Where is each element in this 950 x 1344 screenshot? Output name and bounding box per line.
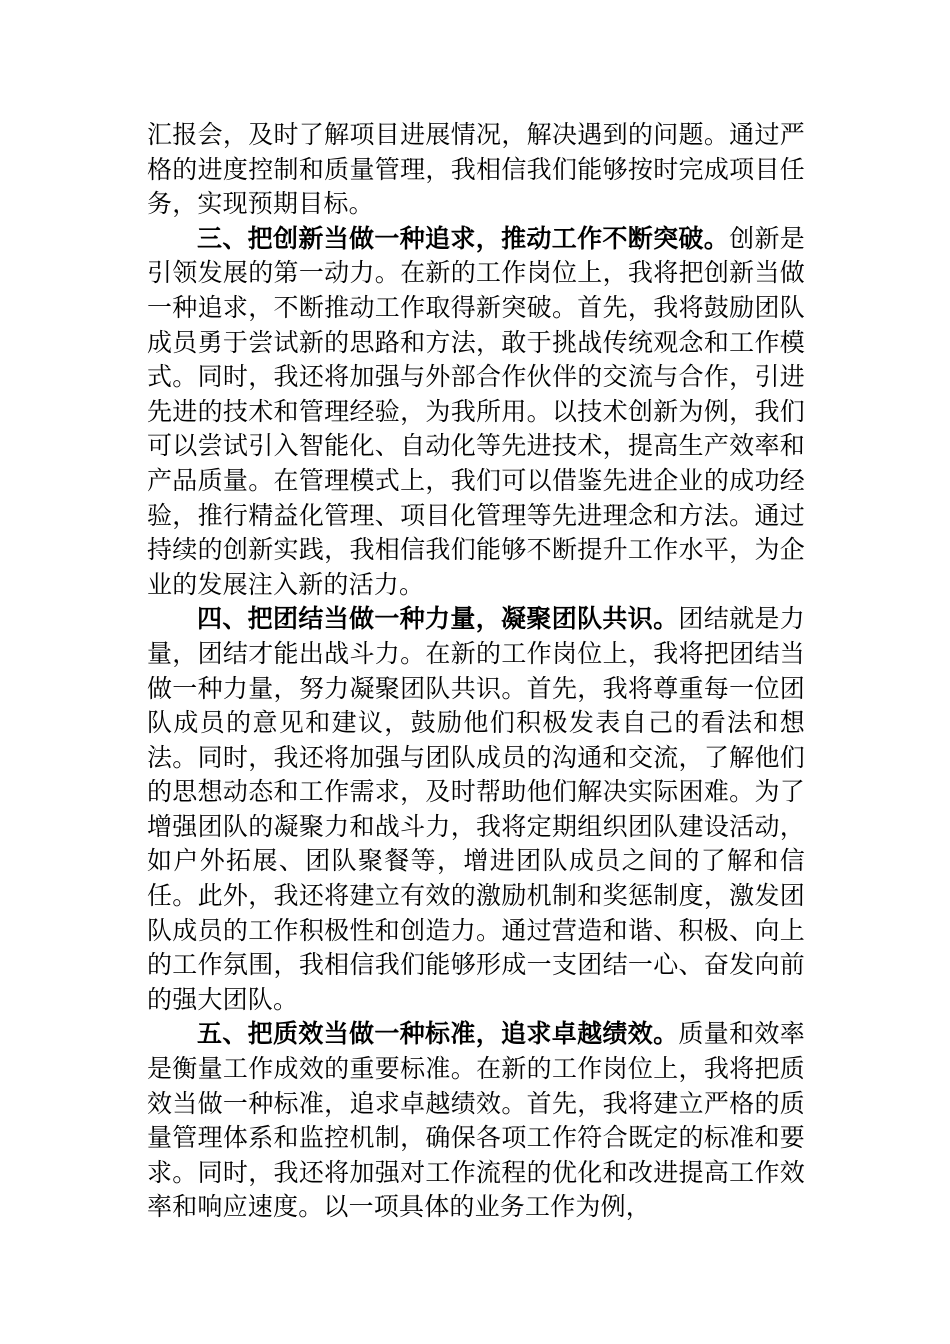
section-heading: 五、把质效当做一种标准，追求卓越绩效。 xyxy=(197,1019,679,1049)
paragraph-body: 团结就是力量，团结才能出战斗力。在新的工作岗位上，我将把团结当做一种力量，努力凝聚团队共识。首先，我将尊重每一位团队成员的意见和建议，鼓励他们积极发表自己的看法和想法。同时，我还将加强与团队成员的沟通和交流，了解他们的思想动态和工作需求，及时帮助他们解决实际困难。为了增强团队的凝聚力和战斗力，我将定期组织团队建设活动，如户外拓展、团队聚餐等，增进团队成员之间的了解和信任。此外，我还将建立有效的激励机制和奖惩制度，激发团队成员的工作积极性和创造力。通过营造和谐、积极、向上的工作氛围，我相信我们能够形成一支团结一心、奋发向前的强大团队。 xyxy=(147,604,805,1014)
paragraph-section-3 xyxy=(147,222,805,603)
paragraph-body: 创新是引领发展的第一动力。在新的工作岗位上，我将把创新当做一种追求，不断推动工作取得新突破。首先，我将鼓励团队成员勇于尝试新的思路和方法，敢于挑战传统观念和工作模式。同时，我还将加强与外部合作伙伴的交流与合作，引进先进的技术和管理经验，为我所用。以技术创新为例，我们可以尝试引入智能化、自动化等先进技术，提高生产效率和产品质量。在管理模式上，我们可以借鉴先进企业的成功经验，推行精益化管理、项目化管理等先进理念和方法。通过持续的创新实践，我相信我们能够不断提升工作水平，为企业的发展注入新的活力。 xyxy=(147,223,806,599)
paragraph-body: 质量和效率是衡量工作成效的重要标准。在新的工作岗位上，我将把质效当做一种标准，追求卓越绩效。首先，我将建立严格的质量管理体系和监控机制，确保各项工作符合既定的标准和要求。同时，我还将加强对工作流程的优化和改进提高工作效率和响应速度。以一项具体的业务工作为例， xyxy=(147,1019,805,1222)
document-page xyxy=(147,118,805,1225)
paragraph-continuation xyxy=(147,118,805,222)
paragraph-body: 汇报会，及时了解项目进展情况，解决遇到的问题。通过严格的进度控制和质量管理，我相信我们能够按时完成项目任务，实现预期目标。 xyxy=(147,120,805,219)
paragraph-section-5 xyxy=(147,1017,805,1225)
section-heading: 三、把创新当做一种追求，推动工作不断突破。 xyxy=(197,223,730,253)
paragraph-section-4 xyxy=(147,602,805,1017)
section-heading: 四、把团结当做一种力量，凝聚团队共识。 xyxy=(197,604,679,634)
